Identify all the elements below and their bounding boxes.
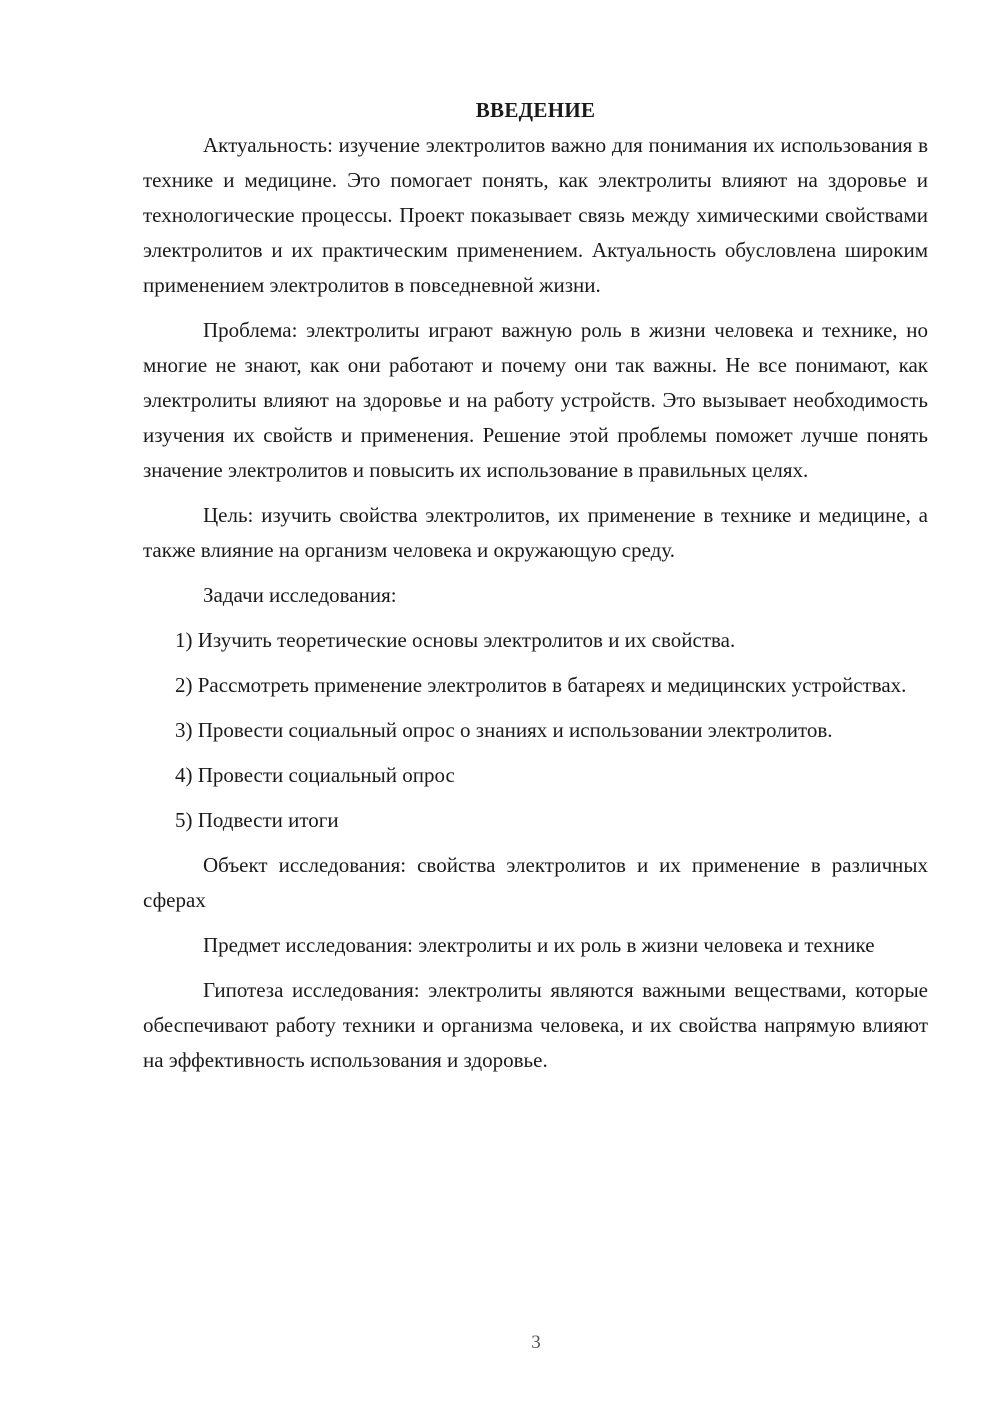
- document-page: [143, 93, 928, 1078]
- object-paragraph: Объект исследования: свойства электролитов и их применение в различных сферах: [143, 853, 928, 912]
- subject-paragraph: Предмет исследования: электролиты и их роль в жизни человека и технике: [203, 933, 875, 957]
- task-item-4: 4) Провести социальный опрос: [175, 763, 455, 787]
- hypothesis-paragraph: Гипотеза исследования: электролиты являются важными веществами, которые обеспечивают работу техники и организма человека, и их свойства напрямую влияют на эффективность использования и здоровье.: [143, 978, 928, 1072]
- task-item-3: 3) Провести социальный опрос о знаниях и использовании электролитов.: [175, 718, 833, 742]
- page-number: 3: [531, 1332, 541, 1353]
- task-item-5: 5) Подвести итоги: [175, 808, 339, 832]
- section-heading: ВВЕДЕНИЕ: [475, 98, 596, 122]
- goal-paragraph: Цель: изучить свойства электролитов, их применение в технике и медицине, а также влияние на организм человека и окружающую среду.: [143, 503, 928, 562]
- task-item-2: 2) Рассмотреть применение электролитов в батареях и медицинских устройствах.: [175, 673, 907, 697]
- problem-paragraph: Проблема: электролиты играют важную роль в жизни человека и технике, но многие не знают, как они работают и почему они так важны. Не все понимают, как электролиты влияют на здоровье и на работу устройств. Это вызывает необходимость изучения их свойств и применения. Решение этой проблемы поможет лучше понять значение электролитов и повысить их использование в правильных целях.: [143, 318, 928, 482]
- task-item-1: 1) Изучить теоретические основы электролитов и их свойства.: [175, 628, 736, 652]
- tasks-title: Задачи исследования:: [203, 583, 397, 607]
- relevance-paragraph: Актуальность: изучение электролитов важно для понимания их использования в технике и медицине. Это помогает понять, как электролиты влияют на здоровье и технологические процессы. Проект показывает связь между химическими свойствами электролитов и их практическим применением. Актуальность обусловлена широким применением электролитов в повседневной жизни.: [143, 133, 928, 297]
